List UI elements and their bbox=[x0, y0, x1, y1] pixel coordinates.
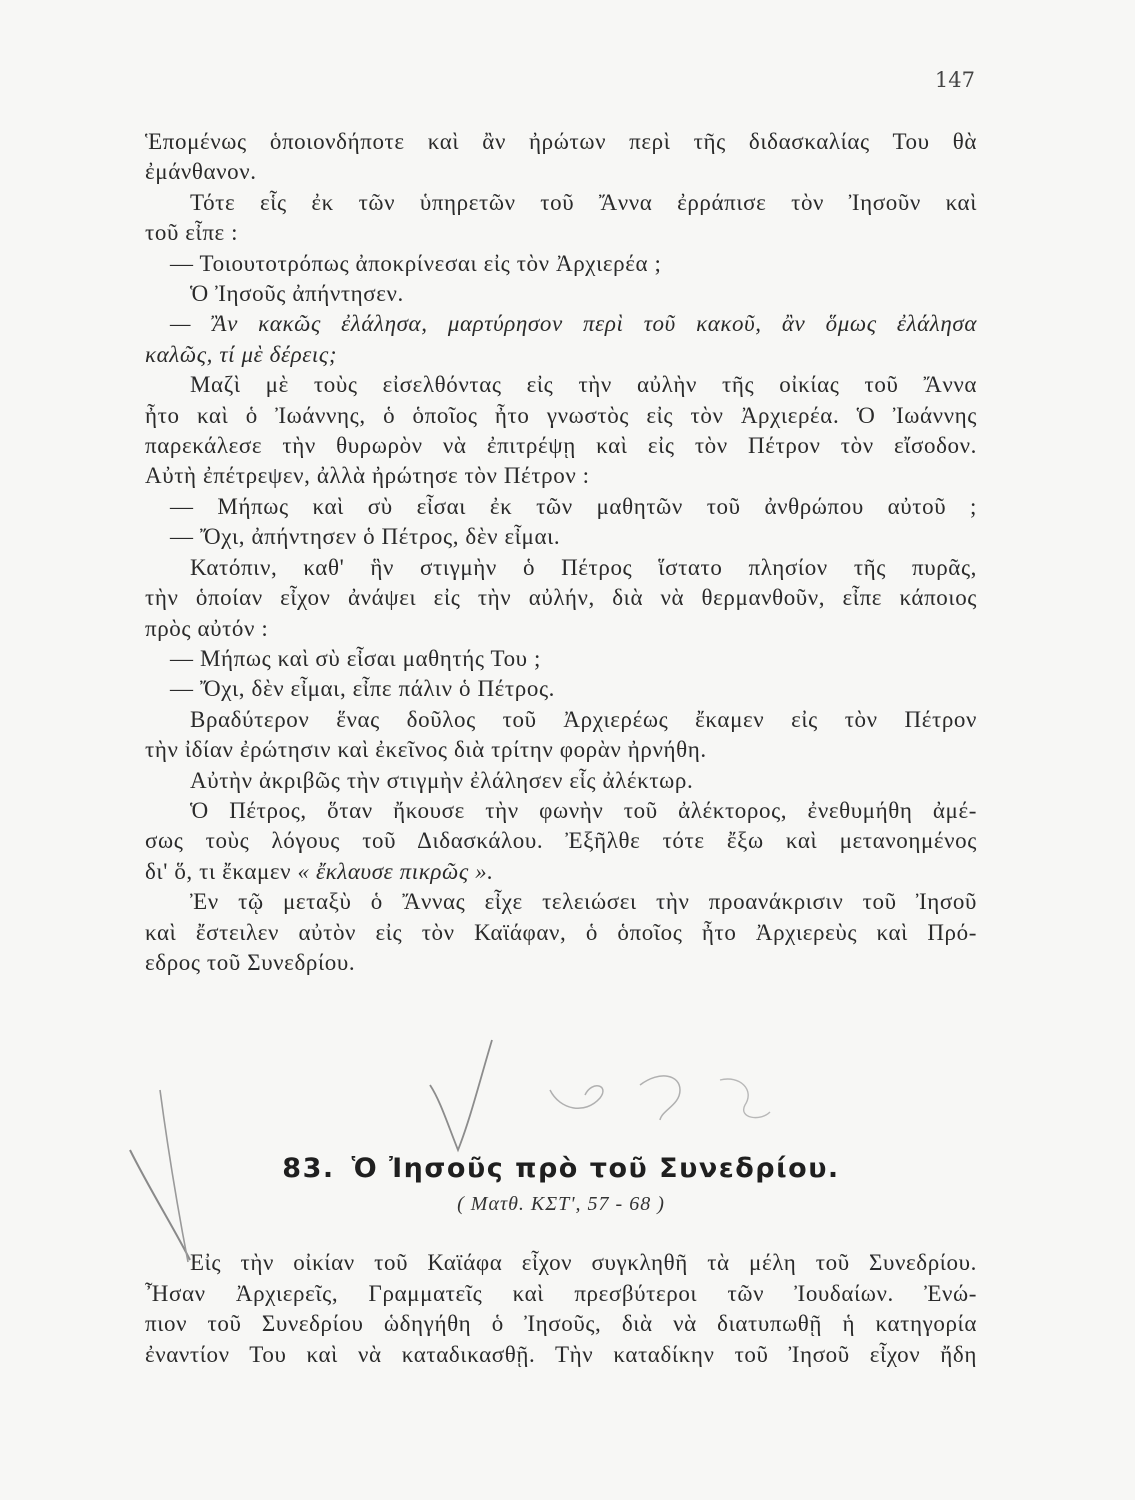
pencil-scribble bbox=[550, 1086, 603, 1109]
text-line: καὶ ἔστειλεν αὐτὸν εἰς τὸν Καϊάφαν, ὁ ὁποῖος ἦτο Ἀρχιερεὺς καὶ Πρό- bbox=[145, 919, 977, 945]
text-line: Μαζὶ μὲ τοὺς εἰσελθόντας εἰς τὴν αὐλὴν τῆς οἰκίας τοῦ Ἄννα bbox=[190, 372, 977, 398]
chapter-heading bbox=[145, 1153, 977, 1184]
quote-wept-bitterly: « ἔκλαυσε πικρῶς ». bbox=[297, 858, 494, 884]
text-line: τοῦ εἶπε : bbox=[145, 220, 239, 246]
text-line: Ὁ Ἰησοῦς ἀπήντησεν. bbox=[190, 281, 404, 307]
text-line: σως τοὺς λόγους τοῦ Διδασκάλου. Ἐξῆλθε τότε ἔξω καὶ μετανοημένος bbox=[145, 828, 977, 854]
text-line: Αὐτὴν ἀκριβῶς τὴν στιγμὴν ἐλάλησεν εἷς ἀλέκτωρ. bbox=[190, 767, 694, 793]
text-line: τὴν ὁποίαν εἶχον ἀνάψει εἰς τὴν αὐλήν, διὰ νὰ θερμανθοῦν, εἶπε κάποιος bbox=[145, 585, 977, 611]
text-line: τὴν ἰδίαν ἐρώτησιν καὶ ἐκεῖνος διὰ τρίτην φορὰν ἠρνήθη. bbox=[145, 737, 707, 763]
text-line: ἦτο καὶ ὁ Ἰωάννης, ὁ ὁποῖος ἦτο γνωστὸς εἰς τὸν Ἀρχιερέα. Ὁ Ἰωάννης bbox=[145, 402, 977, 428]
text-line: παρεκάλεσε τὴν θυρωρὸν νὰ ἐπιτρέψῃ καὶ εἰς τὸν Πέτρον τὸν εἴσοδον. bbox=[145, 433, 977, 459]
main-text bbox=[145, 127, 977, 978]
text-line: Ὁ Πέτρος, ὅταν ἤκουσε τὴν φωνὴν τοῦ ἀλέκτορος, ἐνεθυμήθη ἀμέ- bbox=[190, 797, 977, 823]
text-line: ἐμάνθανον. bbox=[145, 159, 257, 185]
text-line: — Ὄχι, δὲν εἶμαι, εἶπε πάλιν ὁ Πέτρος. bbox=[170, 676, 556, 702]
text-line: πιον τοῦ Συνεδρίου ὡδηγήθη ὁ Ἰησοῦς, διὰ νὰ διατυπωθῇ ἡ κατηγορία bbox=[145, 1311, 977, 1337]
text-line: Εἰς τὴν οἰκίαν τοῦ Καϊάφα εἶχον συγκληθῆ τὰ μέλη τοῦ Συνεδρίου. bbox=[190, 1250, 977, 1275]
text-line-start: δι' ὅ, τι ἔκαμεν bbox=[145, 858, 292, 884]
text-line: εδρος τοῦ Συνεδρίου. bbox=[145, 949, 356, 975]
text-line: Ἑπομένως ὁποιονδήποτε καὶ ἂν ἠρώτων περὶ τῆς διδασκαλίας Του θὰ bbox=[145, 129, 977, 154]
text-line: ἐναντίον Του καὶ νὰ καταδικασθῇ. Τὴν καταδίκην τοῦ Ἰησοῦ εἶχον ἤδη bbox=[145, 1341, 977, 1367]
scripture-reference: ( Ματθ. ΚΣΤ', 57 - 68 ) bbox=[457, 1193, 665, 1215]
text-line: — Μήπως καὶ σὺ εἶσαι μαθητής Του ; bbox=[170, 645, 542, 671]
chapter-title: Ὁ Ἰησοῦς πρὸ τοῦ Συνεδρίου. bbox=[351, 1153, 840, 1184]
text-line: Ἦσαν Ἀρχιερεῖς, Γραμματεῖς καὶ πρεσβύτεροι τῶν Ἰουδαίων. Ἐνώ- bbox=[145, 1280, 977, 1306]
chapter-number: 83. bbox=[282, 1153, 335, 1184]
text-line: Ἐν τῷ μεταξὺ ὁ Ἄννας εἶχε τελειώσει τὴν προανάκρισιν τοῦ Ἰησοῦ bbox=[190, 889, 977, 915]
text-line: καλῶς, τί μὲ δέρεις; bbox=[145, 341, 338, 367]
text-line: Τότε εἷς ἐκ τῶν ὑπηρετῶν τοῦ Ἄννα ἐρράπισε τὸν Ἰησοῦν καὶ bbox=[190, 189, 977, 215]
chapter-text bbox=[145, 1248, 977, 1370]
page-number: 147 bbox=[934, 68, 975, 92]
text-line: — Ὄχι, ἀπήντησεν ὁ Πέτρος, δὲν εἶμαι. bbox=[170, 524, 561, 550]
text-line: — Τοιουτοτρόπως ἀποκρίνεσαι εἰς τὸν Ἀρχιερέα ; bbox=[170, 250, 662, 276]
text-line: — Ἂν κακῶς ἐλάλησα, μαρτύρησον περὶ τοῦ κακοῦ, ἂν ὅμως ἐλάλησα bbox=[170, 311, 977, 337]
text-line: Βραδύτερον ἕνας δοῦλος τοῦ Ἀρχιερέως ἔκαμεν εἰς τὸν Πέτρον bbox=[190, 706, 977, 732]
text-line: — Μήπως καὶ σὺ εἶσαι ἐκ τῶν μαθητῶν τοῦ ἀνθρώπου αὐτοῦ ; bbox=[170, 493, 977, 519]
pencil-scribble-3 bbox=[720, 1079, 770, 1118]
text-line: Αὐτὴ ἐπέτρεψεν, ἀλλὰ ἠρώτησε τὸν Πέτρον : bbox=[145, 463, 590, 489]
text-line: Κατόπιν, καθ' ἣν στιγμὴν ὁ Πέτρος ἵστατο πλησίον τῆς πυρᾶς, bbox=[190, 554, 977, 580]
pencil-check-mark bbox=[430, 1040, 492, 1150]
pencil-scribble-2 bbox=[640, 1076, 680, 1120]
text-line bbox=[145, 857, 977, 887]
text-line: πρὸς αὐτόν : bbox=[145, 615, 269, 641]
